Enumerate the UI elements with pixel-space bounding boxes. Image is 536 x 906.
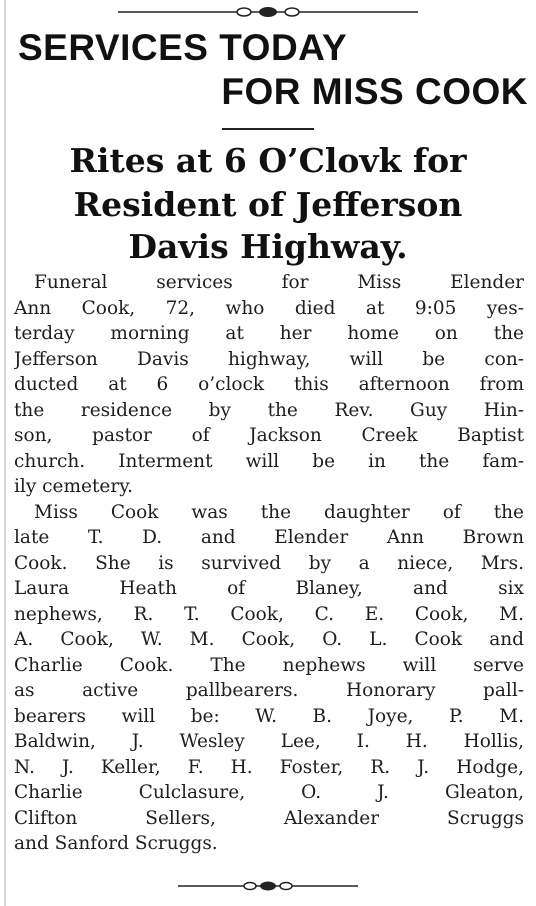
text-line: A. Cook, W. M. Cook, O. L. Cook and <box>14 629 524 650</box>
paragraph-2 <box>14 500 524 857</box>
column-edge <box>4 0 6 906</box>
text-line: ily cemetery. <box>14 476 134 497</box>
text-line: Clifton Sellers, Alexander Scruggs <box>14 807 524 829</box>
text-line: bearers will be: W. B. Joye, P. M. <box>14 705 524 727</box>
text-line: son, pastor of Jackson Creek Baptist <box>14 425 524 446</box>
text-line: ducted at 6 o’clock this afternoon from <box>14 374 524 395</box>
text-line: Miss Cook was the daughter of the <box>34 501 524 523</box>
text-line: Charlie Culclasure, O. J. Gleaton, <box>14 782 524 803</box>
headline-line-2: FOR MISS COOK <box>221 71 528 112</box>
text-line: Jefferson Davis highway, will be con- <box>14 348 524 370</box>
article-body <box>14 270 524 857</box>
text-line: N. J. Keller, F. H. Foster, R. J. Hodge, <box>14 756 524 778</box>
deck-line-3: Davis Highway. <box>128 227 408 266</box>
text-line: Funeral services for Miss Elender <box>34 272 524 293</box>
text-line: nephews, R. T. Cook, C. E. Cook, M. <box>14 603 524 625</box>
deck-line-1: Rites at 6 O’Clovk for <box>69 141 467 180</box>
deck-line-2: Resident of Jefferson <box>73 185 463 224</box>
text-line: and Sanford Scruggs. <box>14 833 218 854</box>
text-line: late T. D. and Elender Ann Brown <box>14 527 524 548</box>
text-line: Charlie Cook. The nephews will serve <box>14 654 524 676</box>
headline-line-1: SERVICES TODAY <box>18 27 348 68</box>
text-line: terday morning at her home on the <box>14 323 524 344</box>
bottom-ornament-rule <box>0 878 536 894</box>
paragraph-1 <box>14 270 524 500</box>
text-line: the residence by the Rev. Guy Hin- <box>14 399 524 421</box>
text-line: Baldwin, J. Wesley Lee, I. H. Hollis, <box>14 731 524 752</box>
text-line: church. Interment will be in the fam- <box>14 450 524 472</box>
text-line: Ann Cook, 72, who died at 9:05 yes- <box>14 297 524 319</box>
text-line: Laura Heath of Blaney, and six <box>14 578 524 599</box>
text-line: Cook. She is survived by a niece, Mrs. <box>14 552 524 574</box>
top-ornament-rule <box>0 4 536 20</box>
headline-divider <box>222 128 314 130</box>
text-line: as active pallbearers. Honorary pall- <box>14 680 524 701</box>
